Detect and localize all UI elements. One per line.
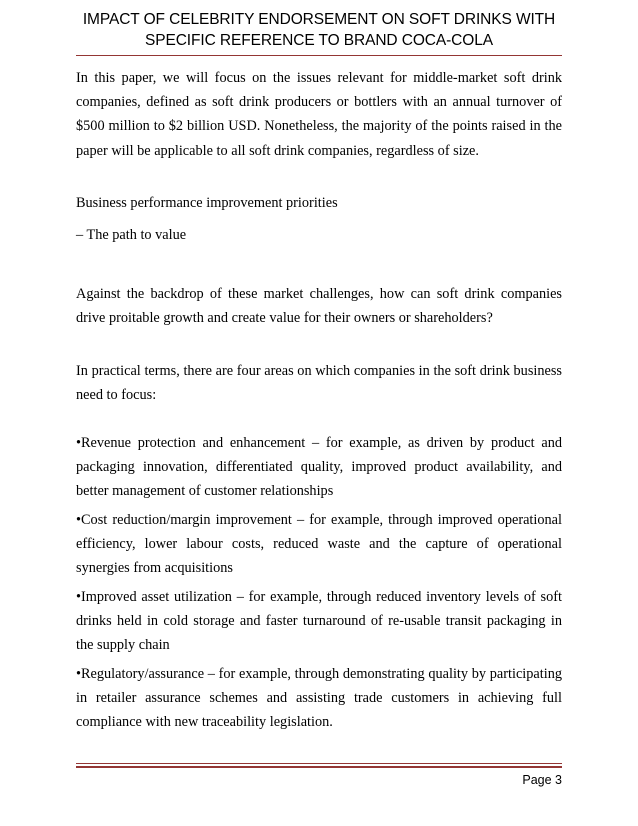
page-number: Page 3 bbox=[522, 773, 562, 787]
question-paragraph: Against the backdrop of these market challenges, how can soft drink companies drive proitable growth and create value for their owners or shareholders? bbox=[76, 286, 562, 327]
footer-divider-thick bbox=[76, 766, 562, 768]
bullet-item-asset: •Improved asset utilization – for example, through reduced inventory levels of soft drinks held in cold storage and faster turnaround of re-usable transit packaging in the supply chain bbox=[76, 589, 562, 654]
intro-paragraph: In this paper, we will focus on the issues relevant for middle-market soft drink companies, defined as soft drink producers or bottlers with an annual turnover of $500 million to $2 billion USD. Nonetheless, the majority of the points raised in the paper will be applicable to all soft drink companies, regardless of size. bbox=[76, 70, 562, 159]
footer-divider-thin bbox=[76, 763, 562, 764]
bullet-item-regulatory: •Regulatory/assurance – for example, through demonstrating quality by participating in retailer assurance schemes and assisting trade customers in achieving full compliance with new traceability legislation. bbox=[76, 666, 562, 731]
focus-intro-paragraph: In practical terms, there are four areas on which companies in the soft drink business need to focus: bbox=[76, 363, 562, 404]
header-title-line-2: SPECIFIC REFERENCE TO BRAND COCA-COLA bbox=[145, 32, 493, 49]
section-heading: Business performance improvement priorities bbox=[76, 195, 338, 211]
header-title-line-1: IMPACT OF CELEBRITY ENDORSEMENT ON SOFT DRINKS WITH bbox=[82, 11, 556, 28]
page-header bbox=[76, 9, 562, 51]
bullet-item-cost: •Cost reduction/margin improvement – for example, through improved operational efficiency, lower labour costs, reduced waste and the capture of operational synergies from acquisitions bbox=[76, 512, 562, 577]
bullet-item-revenue: •Revenue protection and enhancement – for example, as driven by product and packaging innovation, differentiated quality, improved product availability, and better management of customer relationships bbox=[76, 435, 562, 500]
header-divider bbox=[76, 55, 562, 56]
section-subheading: – The path to value bbox=[76, 227, 187, 243]
